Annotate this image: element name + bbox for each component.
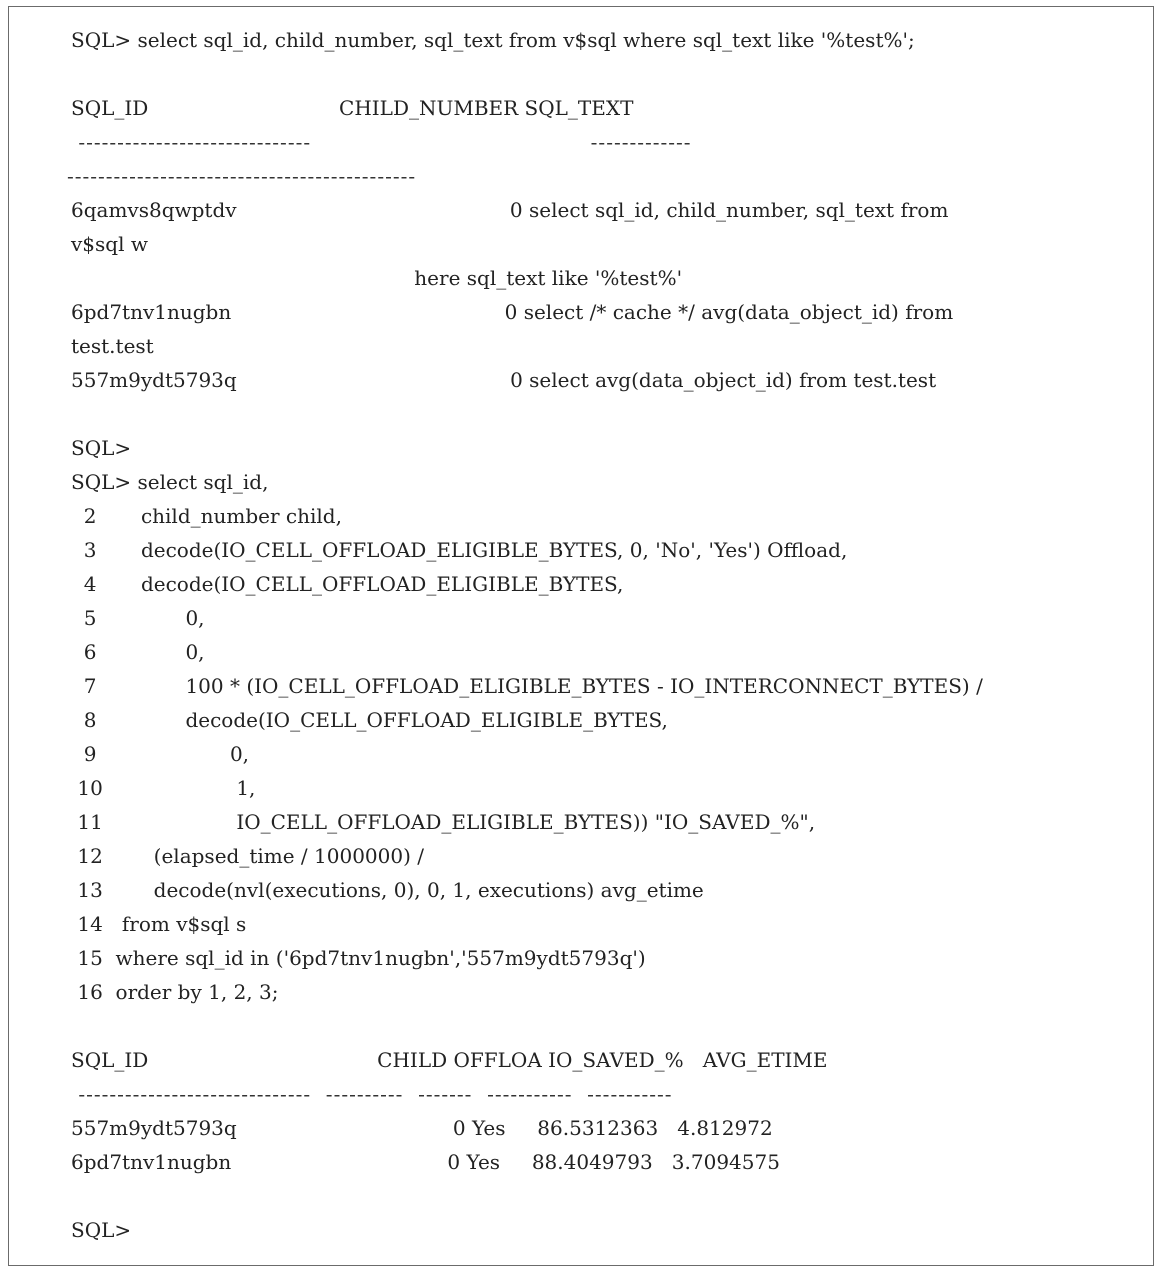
sql-line-33: 557m9ydt5793q 0 Yes 86.5312363 4.812972 bbox=[71, 1116, 773, 1140]
sql-line-26: 13 decode(nvl(executions, 0), 0, 1, executions) avg_etime bbox=[71, 878, 704, 902]
sql-line-18: 5 0, bbox=[71, 606, 205, 630]
sql-line-16: 3 decode(IO_CELL_OFFLOAD_ELIGIBLE_BYTES, 0, 'No', 'Yes') Offload, bbox=[71, 538, 848, 562]
sql-line-14: SQL> select sql_id, bbox=[71, 470, 269, 494]
sql-line-23: 10 1, bbox=[71, 776, 256, 800]
sql-line-4: ------------------------------ ------------- bbox=[71, 130, 692, 154]
sql-line-1: SQL> select sql_id, child_number, sql_text from v$sql where sql_text like '%test%'; bbox=[71, 28, 915, 52]
sql-line-25: 12 (elapsed_time / 1000000) / bbox=[71, 844, 424, 868]
sql-line-19: 6 0, bbox=[71, 640, 205, 664]
sql-line-32: ------------------------------ ---------- ------- ----------- ----------- bbox=[71, 1082, 673, 1106]
sql-line-22: 9 0, bbox=[71, 742, 250, 766]
sql-line-36: SQL> bbox=[71, 1218, 132, 1242]
sql-line-7: v$sql w bbox=[71, 232, 148, 256]
code-listing-frame bbox=[8, 6, 1154, 1266]
sql-line-9: 6pd7tnv1nugbn 0 select /* cache */ avg(data_object_id) from bbox=[71, 300, 954, 324]
sql-line-8: here sql_text like '%test%' bbox=[71, 266, 683, 290]
sql-line-21: 8 decode(IO_CELL_OFFLOAD_ELIGIBLE_BYTES, bbox=[71, 708, 668, 732]
sql-line-20: 7 100 * (IO_CELL_OFFLOAD_ELIGIBLE_BYTES - IO_INTERCONNECT_BYTES) / bbox=[71, 674, 983, 698]
sql-line-10: test.test bbox=[71, 334, 154, 358]
sql-line-11: 557m9ydt5793q 0 select avg(data_object_id) from test.test bbox=[71, 368, 937, 392]
sql-line-34: 6pd7tnv1nugbn 0 Yes 88.4049793 3.7094575 bbox=[71, 1150, 780, 1174]
sql-line-17: 4 decode(IO_CELL_OFFLOAD_ELIGIBLE_BYTES, bbox=[71, 572, 624, 596]
sql-line-29: 16 order by 1, 2, 3; bbox=[71, 980, 279, 1004]
sql-line-6: 6qamvs8qwptdv 0 select sql_id, child_number, sql_text from bbox=[71, 198, 949, 222]
sql-line-28: 15 where sql_id in ('6pd7tnv1nugbn','557m9ydt5793q') bbox=[71, 946, 646, 970]
sql-line-3: SQL_ID CHILD_NUMBER SQL_TEXT bbox=[71, 96, 634, 120]
sql-line-15: 2 child_number child, bbox=[71, 504, 342, 528]
sql-line-24: 11 IO_CELL_OFFLOAD_ELIGIBLE_BYTES)) "IO_SAVED_%", bbox=[71, 810, 816, 834]
sql-line-13: SQL> bbox=[71, 436, 132, 460]
sql-line-27: 14 from v$sql s bbox=[71, 912, 247, 936]
sql-line-31: SQL_ID CHILD OFFLOA IO_SAVED_% AVG_ETIME bbox=[71, 1048, 828, 1072]
sql-line-5: --------------------------------------------- bbox=[67, 164, 417, 188]
